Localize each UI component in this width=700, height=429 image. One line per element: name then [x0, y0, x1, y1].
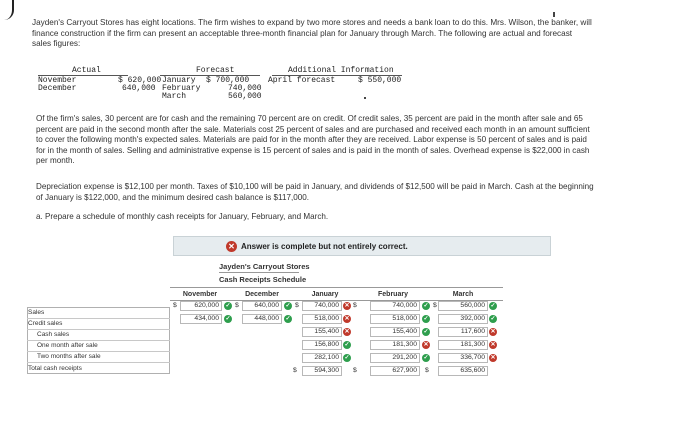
actual-value-2: 640,000: [122, 84, 156, 93]
x-incorrect-icon: ✕: [423, 342, 429, 348]
label-sales: Sales: [28, 309, 45, 316]
credit-march-value: 392,000: [460, 315, 485, 322]
problem-paragraph-3: Depreciation expense is $12,100 per month. Taxes of $10,100 will be paid in January, and dividends of $12,500 will be paid in March. Cash at the beginning of January is $122,000, and the minimum desired cash balance is $117,000.: [36, 182, 594, 202]
credit-february-value: 518,000: [392, 315, 417, 322]
check-correct-icon: ✓: [285, 316, 291, 322]
check-correct-icon: ✓: [225, 316, 231, 322]
two-months-january-value: 282,100: [314, 354, 339, 361]
dollar-sign: $: [235, 302, 239, 309]
dollar-sign: $: [295, 302, 299, 309]
one-month-february-value: 181,300: [392, 341, 417, 348]
decorative-mark: [553, 12, 555, 17]
one-month-january-value: 156,800: [314, 341, 339, 348]
forecast-month-2: February: [162, 84, 201, 93]
corner-decoration: [0, 0, 14, 20]
part-a-prompt: a. Prepare a schedule of monthly cash receipts for January, February, and March.: [36, 212, 329, 221]
forecast-month-1: January: [162, 76, 196, 85]
dollar-sign: $: [433, 302, 437, 309]
x-incorrect-icon: ✕: [344, 303, 350, 309]
forecast-value-2: 740,000: [228, 84, 262, 93]
col-february: February: [378, 291, 408, 298]
check-correct-icon: ✓: [344, 342, 350, 348]
two-months-february-value: 291,200: [392, 354, 417, 361]
check-correct-icon: ✓: [423, 316, 429, 322]
problem-intro: Jayden's Carryout Stores has eight locations. The firm wishes to expand by two more stores and needs a bank loan to do this. Mrs. Wilson, the banker, will finance construction if the firm can present an acceptable three-month financial plan for January through March. The following are actual and forecast sales figures:: [32, 18, 592, 49]
check-correct-icon: ✓: [423, 355, 429, 361]
x-icon: ✕: [226, 241, 237, 252]
one-month-march-value: 181,300: [460, 341, 485, 348]
forecast-value-1: $ 700,000: [206, 76, 250, 85]
row-divider: [27, 351, 170, 352]
hdr-actual: Actual: [72, 66, 101, 75]
feedback-text: Answer is complete but not entirely correct.: [241, 242, 408, 251]
x-incorrect-icon: ✕: [490, 355, 496, 361]
x-incorrect-icon: ✕: [490, 342, 496, 348]
row-divider: [27, 318, 170, 319]
rule-top: [170, 287, 503, 288]
col-march: March: [452, 291, 474, 298]
col-january: January: [311, 291, 339, 298]
actual-month-1: November: [38, 76, 77, 85]
forecast-value-3: 560,000: [228, 92, 262, 101]
sales-march-value: 560,000: [460, 302, 485, 309]
label-cash-sales: Cash sales: [37, 331, 70, 338]
total-march-value: 635,600: [460, 367, 485, 374]
additional-label-1: April forecast: [268, 76, 336, 85]
check-correct-icon: ✓: [344, 355, 350, 361]
row-divider: [27, 362, 170, 363]
check-correct-icon: ✓: [225, 303, 231, 309]
additional-value-1: $ 550,000: [358, 76, 402, 85]
schedule-company: Jayden's Carryout Stores: [219, 262, 310, 271]
row-divider: [27, 340, 170, 341]
schedule-title: Cash Receipts Schedule: [219, 275, 307, 284]
check-correct-icon: ✓: [490, 303, 496, 309]
decorative-dot: [364, 97, 366, 99]
actual-month-2: December: [38, 84, 77, 93]
x-incorrect-icon: ✕: [490, 329, 496, 335]
label-one-month-after: One month after sale: [37, 342, 98, 349]
label-credit-sales: Credit sales: [28, 320, 63, 327]
sales-december-value: 640,000: [254, 302, 279, 309]
dollar-sign: $: [293, 367, 297, 374]
cash-sales-january-value: 155,400: [314, 328, 339, 335]
x-incorrect-icon: ✕: [344, 329, 350, 335]
dollar-sign: $: [173, 302, 177, 309]
hdr-additional: Additional Information: [288, 66, 394, 75]
sales-february-value: 740,000: [392, 302, 417, 309]
actual-value-1: $ 620,000: [118, 76, 162, 85]
sales-january-value: 740,000: [314, 302, 339, 309]
problem-paragraph-2: Of the firm's sales, 30 percent are for cash and the remaining 70 percent are on credit. Of credit sales, 35 percent are paid in the month after sale and 65 percent are paid in the second month after the sale. Materials cost 25 percent of sales and are purchased and received each month in an amount sufficient to cover the following month's expected sales. Materials are paid for in the month after they are received. Labor expense is 50 percent of sales and is paid for in the month of sales. Selling and administrative expense is 15 percent of sales and is paid in the month of sales. Overhead expense is $22,000 in cash per month.: [36, 114, 590, 166]
total-february-value: 627,900: [392, 367, 417, 374]
feedback-banner: [173, 236, 551, 256]
two-months-march-value: 336,700: [460, 354, 485, 361]
label-total-cash-receipts: Total cash receipts: [28, 365, 82, 372]
credit-december-value: 448,000: [254, 315, 279, 322]
col-november: November: [182, 291, 218, 298]
dollar-sign: $: [353, 367, 357, 374]
check-correct-icon: ✓: [423, 303, 429, 309]
dollar-sign: $: [425, 367, 429, 374]
total-january-value: 594,300: [314, 367, 339, 374]
rule-title: [219, 272, 299, 273]
credit-january-value: 518,000: [314, 315, 339, 322]
cash-sales-february-value: 155,400: [392, 328, 417, 335]
sales-november-value: 620,000: [194, 302, 219, 309]
row-divider: [27, 329, 170, 330]
check-correct-icon: ✓: [423, 329, 429, 335]
col-december: December: [245, 291, 279, 298]
check-correct-icon: ✓: [490, 316, 496, 322]
dollar-sign: $: [353, 302, 357, 309]
cash-sales-march-value: 117,600: [460, 328, 485, 335]
x-incorrect-icon: ✕: [344, 316, 350, 322]
forecast-month-3: March: [162, 92, 187, 101]
credit-november-value: 434,000: [194, 315, 219, 322]
label-two-months-after: Two months after sale: [37, 353, 101, 360]
hdr-forecast: Forecast: [196, 66, 235, 75]
check-correct-icon: ✓: [285, 303, 291, 309]
